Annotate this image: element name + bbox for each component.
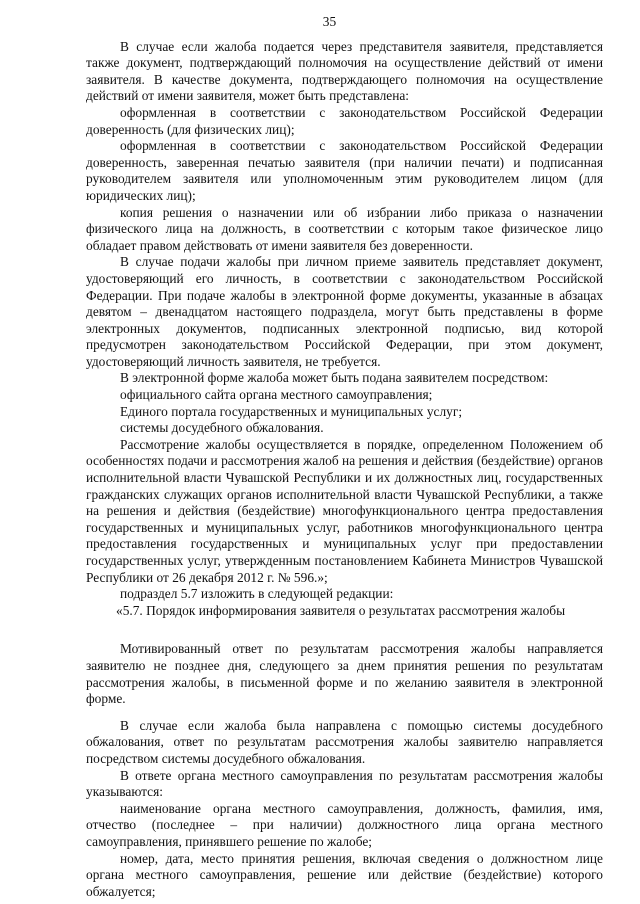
subsection-heading: «5.7. Порядок информирования заявителя о результатах рассмотрения жалобы [116, 602, 566, 618]
list-item-pretrial-system: системы досудебного обжалования. [120, 420, 324, 436]
paragraph-complaint-review: Рассмотрение жалобы осуществляется в порядке, определенном Положением об особенностях подачи и рассмотрения жалоб на решения и действия (бездействие) органов исполнительной власти Чувашской Республики и их должностных лиц, государственных гражданских служащих органов исполнительной власти Чувашской Республики, а также на решения и действия (бездействие) многофункционального центра предоставления государственных и муниципальных услуг, работников многофункционального центра предоставления государственных и муниципальных услуг при предоставлении государственных услуг, утвержденным постановлением Кабинета Министров Чувашской Республики от 26 декабря 2012 г. № 596.»; [86, 436, 603, 585]
paragraph-personal-reception: В случае подачи жалобы при личном приеме заявитель представляет документ, удостоверяющий его личность, в соответствии с законодательством Российской Федерации. При подаче жалобы в электронной форме документы, указанные в абзацах девятом – двенадцатом настоящего подраздела, могут быть представлены в форме электронных документов, подписанных электронной подписью, вид которой предусмотрен законодательством Российской Федерации, при этом документ, удостоверяющий личность заявителя, не требуется. [86, 254, 603, 369]
list-item-official-site: официального сайта органа местного самоуправления; [120, 387, 433, 403]
paragraph-answer-contents: В ответе органа местного самоуправления по результатам рассмотрения жалобы указываются: [86, 767, 603, 800]
page-number: 35 [322, 14, 337, 29]
paragraph-subsection-instruction: подраздел 5.7 изложить в следующей редакции: [120, 586, 394, 602]
paragraph-electronic-form: В электронной форме жалоба может быть подана заявителем посредством: [120, 370, 549, 386]
paragraph-pretrial-answer: В случае если жалоба была направлена с помощью системы досудебного обжалования, ответ по результатам рассмотрения жалобы заявителю направляется посредством системы досудебного обжалования. [86, 717, 603, 766]
list-item-unified-portal: Единого портала государственных и муниципальных услуг; [120, 403, 463, 419]
paragraph-representative: В случае если жалоба подается через представителя заявителя, представляется также документ, подтверждающий полномочия на осуществление действий от имени заявителя. В качестве документа, подтверждающего полномочия на осуществление действий от имени заявителя, может быть представлена: [86, 38, 603, 104]
paragraph-appointment-decision: копия решения о назначении или об избрании либо приказа о назначении физического лица на должность, в соответствии с которым такое физическое лицо обладает правом действовать от имени заявителя без доверенности. [86, 204, 603, 253]
list-item-authority-name: наименование органа местного самоуправления, должность, фамилия, имя, отчество (последнее – при наличии) должностного лица органа местного самоуправления, принявшего решение по жалобе; [86, 800, 603, 849]
paragraph-power-of-attorney-legal: оформленная в соответствии с законодательством Российской Федерации доверенность, заверенная печатью заявителя (при наличии печати) и подписанная руководителем заявителя или уполномоченным этим руководителем лицом (для юридических лиц); [86, 138, 603, 203]
list-item-decision-details: номер, дата, место принятия решения, включая сведения о должностном лице органа местного самоуправления, решение или действие (бездействие) которого обжалуется; [86, 850, 603, 899]
paragraph-motivated-answer: Мотивированный ответ по результатам рассмотрения жалобы направляется заявителю не позднее дня, следующего за днем принятия решения по результатам рассмотрения жалобы, в письменной форме и по желанию заявителя в электронной форме. [86, 641, 603, 707]
paragraph-power-of-attorney-individuals: оформленная в соответствии с законодательством Российской Федерации доверенность (для физических лиц); [86, 104, 603, 137]
